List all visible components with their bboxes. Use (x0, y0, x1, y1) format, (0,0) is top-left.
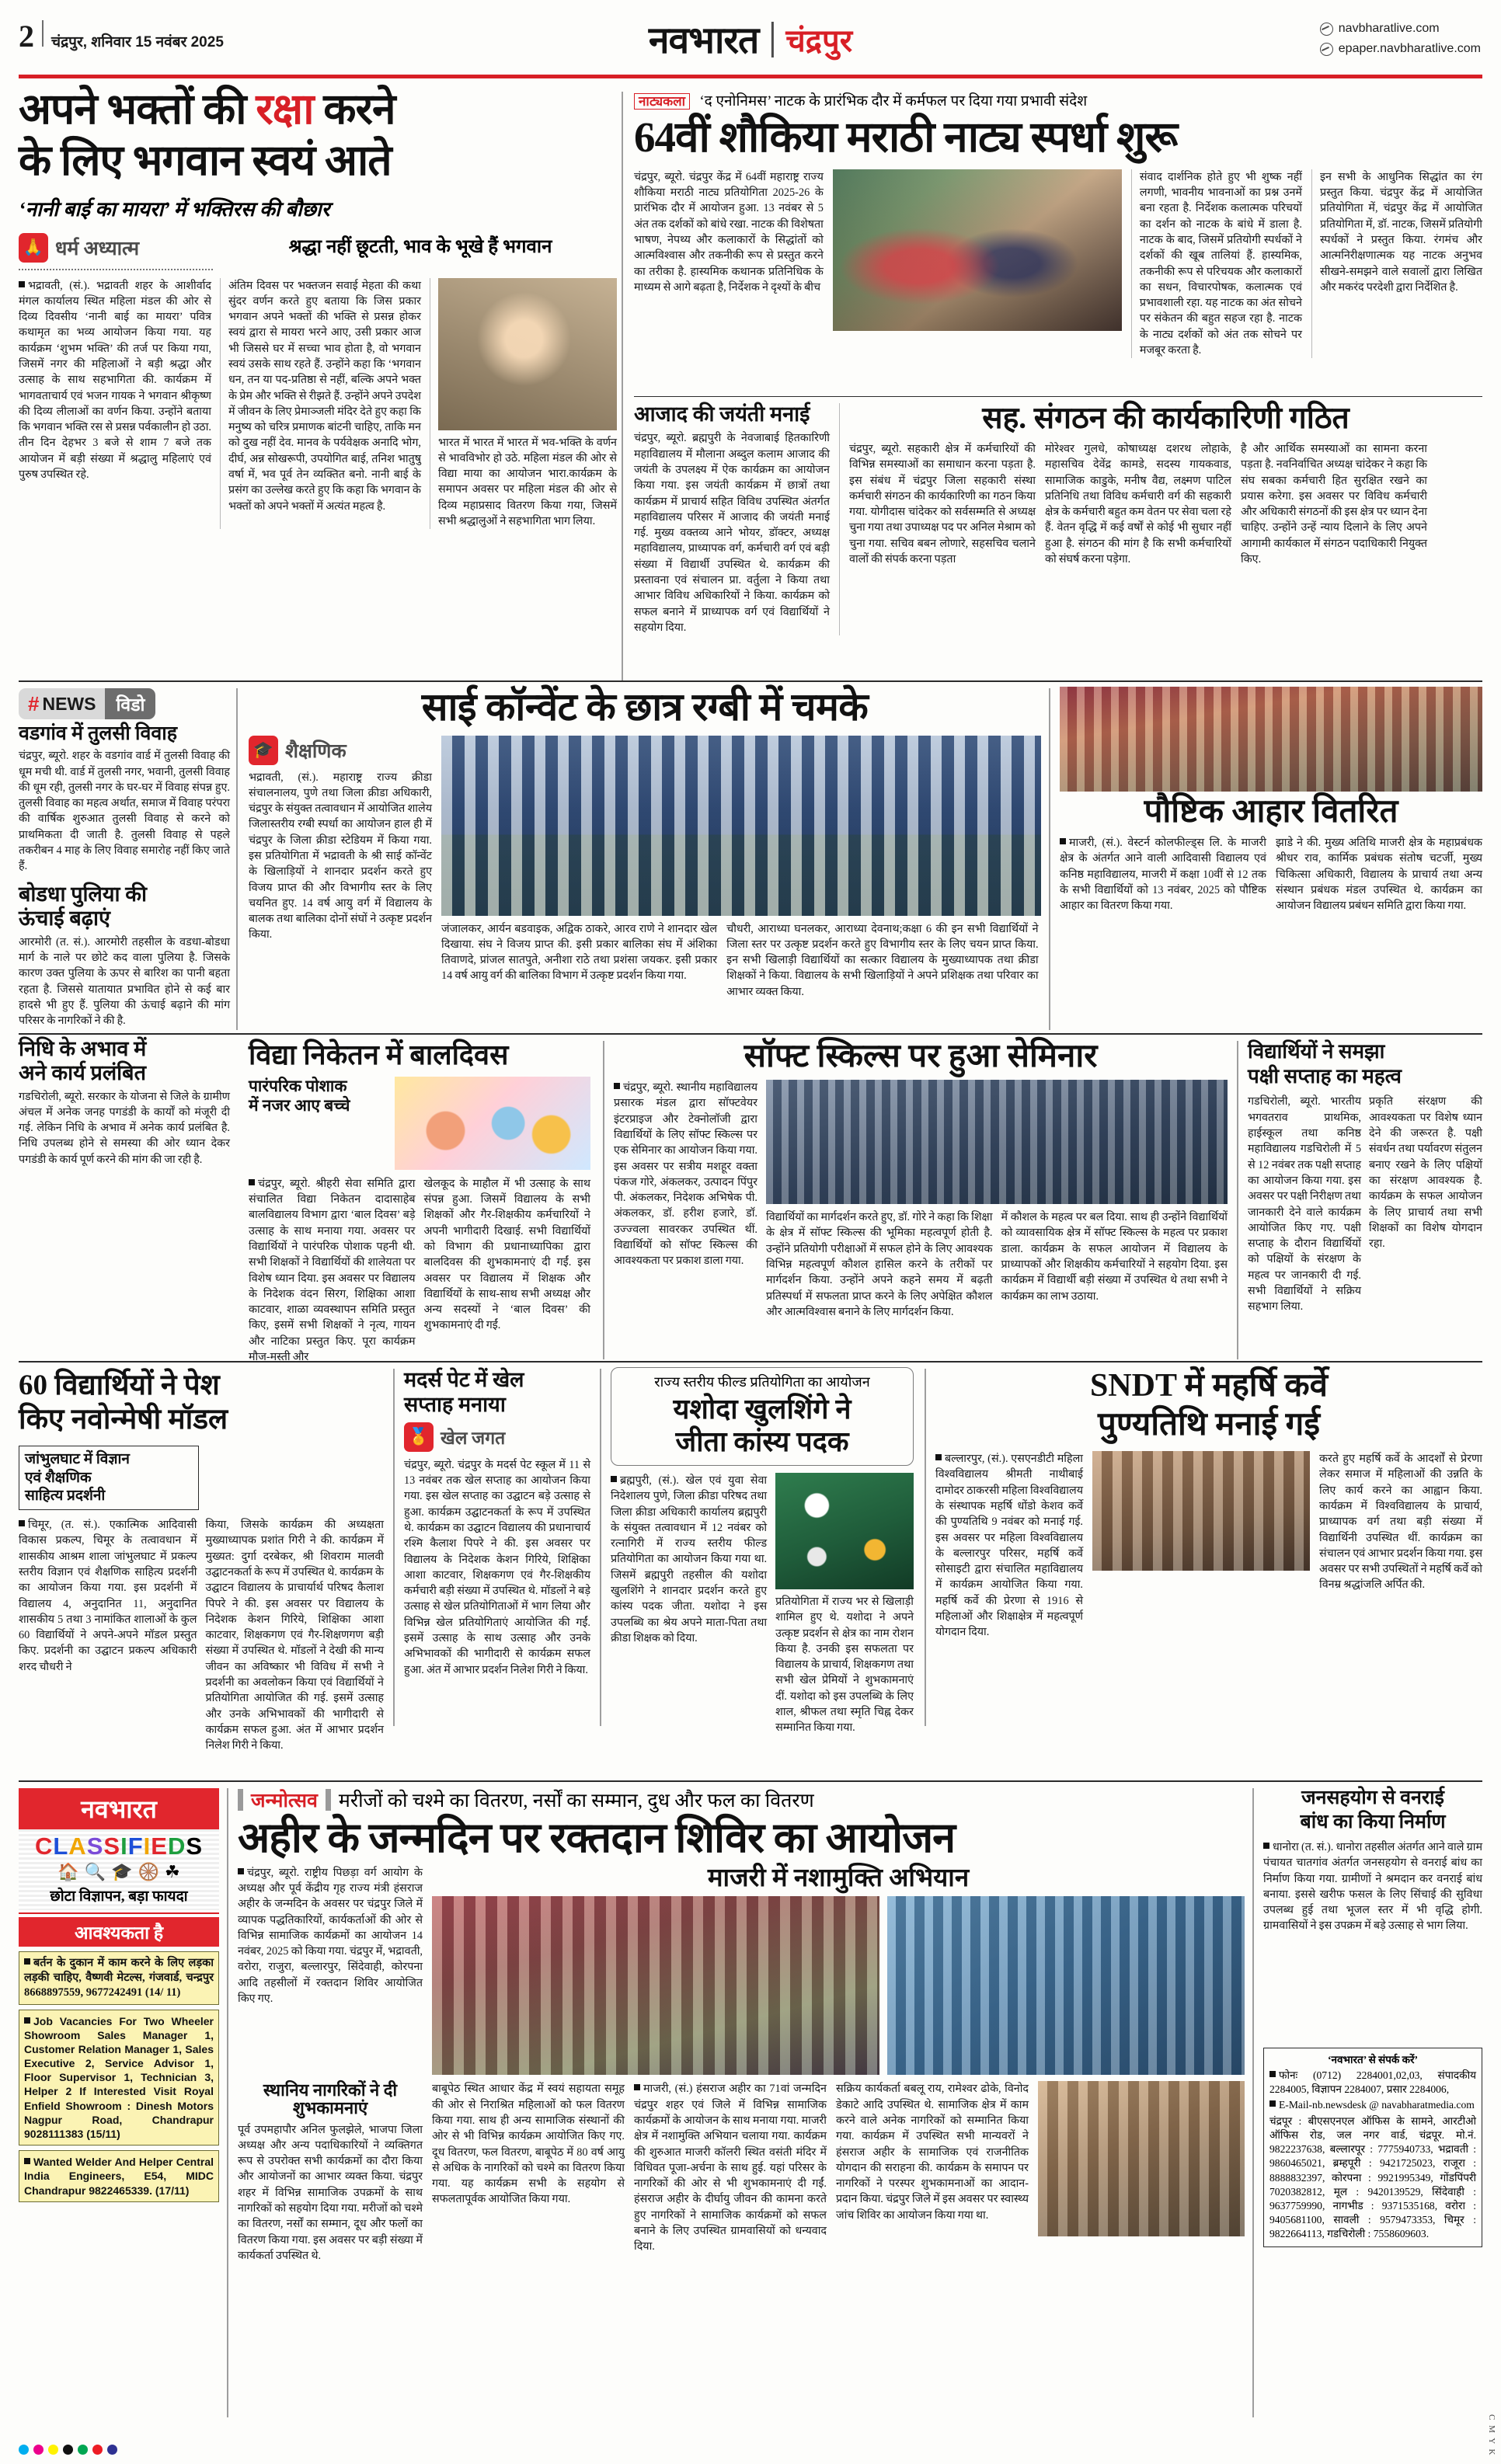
blood-sub-headline: माजरी में नशामुक्ति अभियान (707, 1864, 970, 1892)
vidya-subhead (249, 1077, 387, 1115)
sndt-headline-line2: पुण्यतिथि मनाई गई (1098, 1406, 1320, 1443)
website-link-main[interactable] (1320, 19, 1481, 39)
contact-phone: फोनः (0712) 2284001,02,03, संपादकीय 2284005, विज्ञापन 2284007, प्रसार 2284006, (1269, 2069, 1476, 2096)
classifieds-logo: नवभारत (19, 1788, 219, 1829)
vanrai-headline (1263, 1787, 1482, 1834)
tulsi-headline: वडगांव में तुलसी विवाह (19, 723, 178, 744)
rugby-team-photo (441, 736, 1041, 916)
vidya-headline: विद्या निकेतन में बालदिवस (249, 1039, 509, 1070)
column-divider-10 (1252, 1788, 1254, 2417)
column-divider-8 (925, 1369, 926, 1726)
childrens-day-illustration (395, 1077, 590, 1170)
sangathan-story (839, 403, 1482, 635)
praying-hands-icon: 🙏 (19, 233, 48, 263)
rugby-headline: साई कॉन्वेंट के छात्र रग्बी में चमके (421, 685, 869, 729)
sndt-photo (1092, 1451, 1310, 1571)
vidya-col-1: चंद्रपुर, ब्यूरो. श्रीहरी सेवा समिति द्वारा संचालित विद्या निकेतन दादासाहेब बालविद्यालय विभाग द्वारा ‘बाल दिवस’ बड़े उत्साह के साथ मनाया गया. अवसर पर विद्यार्थियों ने पारंपरिक पोशाक पहनी थी. सभी शिक्षकों ने विद्यार्थियों की शालेयता पर विशेष ध्यान दिया. इस अवसर पर विद्यालय के निदेशक वंदन सिरग, शिक्षिका आशा काटवार, शाळा व्यवस्थापन समिति प्रस्तुत किए, इसमें सभी शिक्षकों ने नृत्य, गायन और नाटिका प्रस्तुत किए. पूरा कार्यक्रम मौज-मस्ती और (249, 1177, 416, 1364)
section-rule-4 (19, 1780, 1482, 1782)
globe-icon (1320, 23, 1333, 36)
rugby-story (249, 687, 1041, 1000)
bullet-icon (634, 2084, 640, 2090)
vanrai-headline-line2: बांध का किया निर्माण (1300, 1811, 1446, 1832)
bullet-icon (19, 1520, 25, 1526)
nidhi-headline (19, 1037, 230, 1085)
sndt-headline-line1: SNDT में महर्षि कर्वे (1089, 1368, 1329, 1404)
madras-headline-line2: सप्ताह मनाया (404, 1393, 506, 1417)
model60-headline (19, 1369, 384, 1438)
yashoda-kicker: राज्य स्तरीय फील्ड प्रतियोगिता का आयोजन (654, 1374, 870, 1390)
model60-sub-line2: एवं शैक्षणिक (25, 1469, 92, 1486)
nameplate (649, 14, 852, 64)
pakshi-headline (1248, 1039, 1482, 1088)
yashoda-headline (618, 1393, 907, 1459)
badge-label: शैक्षणिक (285, 740, 347, 762)
folio (19, 20, 224, 52)
classifieds-section-header: आवश्यकता है (19, 1917, 219, 1947)
lead-right-headline: 64वीं शौकिया मराठी नाट्य स्पर्धा शुरू (634, 113, 1178, 161)
column-divider-6 (393, 1369, 395, 1726)
model60-col-2: किया, जिसके कार्यक्रम की अध्यक्षता मुख्याध्यापक प्रशांत गिरी ने की. कार्यक्रम में मुख्यत: दुर्गा दरबेकर, श्री शिवराम मालवी उद्घाटनकर्ता के रूप में उपस्थित थे. कार्यक्रम के उद्घाटन विद्यालय के प्राचार्यार्थ परिषद कैलाश पिपरे ने की. इस अवसर पर विद्यालय के निदेशक केशन गिरिये, शिक्षिका आशा काटवार, शिक्षकगण एवं गैर-शिक्षणगण बड़ी संख्या में उपस्थित थे. मॉडलों ने देखी की मान्य जीवन का अविष्कार भी विविध में सभी ने प्रदर्शनी का अवलोकन किया एवं विद्यार्थियों ने प्रतियोगिता आयोजित की गई. इसमें उत्साह और उनके अभिभावकों की भागीदारी से कार्यक्रम सफल हुआ. अंत में आभार प्रदर्शन निलेश गिरी ने किया. (205, 1519, 384, 1752)
section-rule-2 (19, 1033, 1482, 1035)
poshtik-photo (1060, 687, 1482, 792)
bullet-icon (19, 281, 25, 287)
contact-address: चंद्रपूर : बीएसएनएल ऑफिस के सामने, आरटीओ ऑफिस रोड, जल नगर वार्ड, चंद्रपूर. मो.नं. 9822237638, बल्लारपूर : 7775940733, भद्रावती : 9860465021, ब्रम्हपूरी : 9421725023, राजूरा : 8888832397, कोरपना : 9921995349, गोंडपिंपरी 7020382812, मूल : 9420139529, सिंदेवाही : 9637759990, नागभीड : 9371535168, वरोरा : 9405681100, सावली : 9579473353, चिमूर : 9822664113, गडचिरोली : 7558609603. (1269, 2114, 1476, 2240)
lead-right-col-3: इन सभी के आधुनिक सिद्धांत का रंग प्रस्तुत किया. चंद्रपुर केंद्र में आयोजित प्रतियोगिता में, चंद्रपुर केंद्र में आयोजित प्रतियोगिता में, डॉ. नाटक, जिसमें प्रतियोगी स्पर्धकों ने प्रस्तुत किया. रंगमंच और आत्मनिरीक्षणात्मक यह नाटक अनुभव सीखने-समझने वाले सवालों द्वारा लिखित और मकरंद परदेशी द्वारा निर्देशित है. (1319, 170, 1482, 294)
sndt-story (935, 1367, 1482, 1643)
column-divider-7 (600, 1369, 601, 1726)
madras-body: चंद्रपुर, ब्यूरो. चंद्रपुर के मदर्स पेट स्कूल में 11 से 13 नवंबर तक खेल सप्ताह का आयोजन किया गया. इस खेल सप्ताह का उद्घाटन बड़े उत्साह से हुआ. कार्यक्रम उद्घाटनकर्ता के रूप में उपस्थित थे. कार्यक्रम का उद्घाटन विद्यालय की प्रधानाचार्य रश्मि कैलाश पिपरे ने की. इस अवसर पर विद्यालय के निदेशक केशन गिरिये, शिक्षिका आशा काटवार, शिक्षकगण एवं गैर-शिक्षकीय कर्मचारी बड़ी संख्या में उपस्थित थे. मॉडलों ने बड़े उत्साह से खेल प्रतियोगिताओं में भाग लिया और विभिन्न खेल प्रतियोगिताएं आयोजित की गईं. इसमें उत्साह के साथ उत्साह और उनके अभिभावकों की भागीदारी से कार्यक्रम सफल हुआ. अंत में आभार प्रदर्शन निलेश गिरी ने किया. (404, 1458, 590, 1676)
bullet-icon (24, 1958, 30, 1965)
pakshi-col-1: गडचिरोली, ब्यूरो. भारतीय भगवतराव प्राथमिक, हाईस्कूल तथा कनिष्ठ महाविद्यालय गडचिरोली में 5 से 12 नवंबर तक पक्षी सप्ताह का आयोजन किया गया. इस अवसर पर पक्षी निरीक्षण तथा जानकारी देने वाले कार्यक्रम आयोजित किए गए. पक्षी सप्ताह के दौरान विद्यार्थियों को पक्षियों के संरक्षण के महत्व पर जानकारी दी गई. सभी विद्यार्थियों ने सक्रिय सहभाग लिया. (1248, 1095, 1361, 1314)
yashoda-headline-line1: यशोदा खुलशिंगे ने (673, 1394, 851, 1425)
badge-label: धर्म अध्यात्म (55, 238, 140, 259)
lead-right-col-1: चंद्रपुर, ब्यूरो. चंद्रपुर केंद्र में 64वीं महाराष्ट्र राज्य शौकिया मराठी नाट्य प्रतियोगिता 2025-26 के प्रारंभिक दौर में आयोजन हुआ. 13 नवंबर से 5 अंत तक दर्शकों को बांधे रखा. नाटक की विशेषता भाषण, नेपथ्य और कलाकारों के सिद्धांतों को आत्मविश्वास और तकनीकी रूप से प्रस्तुत करने का तरीका है. हास्यमिक कथानक प्रतिनिधिक के माध्यम से आगे बढ़ता है, निर्देशक ने दृश्यों के बीच (634, 170, 824, 294)
eyeglass-distribution-photo (887, 1896, 1245, 2075)
madras-headline (404, 1367, 590, 1418)
badge-label: खेल जगत (441, 1428, 506, 1448)
contact-title: ‘नवभारत’ से संपर्क करें’ (1328, 2054, 1418, 2066)
lead-left-col-2: अंतिम दिवस पर भक्तजन सवाई मेहता की कथा सुंदर वर्णन करते हुए बताया कि जिस प्रकार भगवान अपने भक्तों की भक्ति से प्रसन्न होकर स्वयं द्वारा से मायरा भरने आए, उसी प्रकार आज भी जिससे घर में सच्चा भाव होता है, वो भगवान स्वयं उसके साथ रहते हैं. उन्होंने कहा कि ‘भगवान धन, तन या पद-प्रतिष्ठा से नहीं, बल्कि अपने भक्त के प्रेम और भक्ति से रीझते हैं. उन्होंने अपने उपदेश में जीवन के लिए प्रेमाञ्जली मंदिर देते हुए कहा कि मनुष्य को चरित्र प्रमाणक बांटनी चाहिए, ताकि मन को दुख नहीं देव. मानव के पर्यवेक्षक अनादि भोग, दीर्घ, अन्न सोखरूपी, उपयोगित बाई, तनिश भातुषु वर्षा में, भव पूर्व तेन व्यक्तित बनो. नानी बाई के प्रसंग का उल्लेख करते हुए कि कहा कि भगवान के भक्तों को अपने भक्तों में अत्यंत महत्व है. (228, 279, 421, 513)
cmyk-mark: C M Y K (1487, 2414, 1496, 2456)
bullet-icon (1060, 838, 1066, 844)
section-rule-1 (19, 680, 1482, 682)
column-divider-4 (603, 1041, 604, 1359)
sports-collage-photo (775, 1473, 914, 1589)
blood-col-1: चंद्रपुर, ब्यूरो. राष्ट्रीय पिछड़ा वर्ग आयोग के अध्यक्ष और पूर्व केंद्रीय गृह राज्य मंत्री हंसराज अहीर के जन्मदिन के अवसर पर चंद्रपुर जिले में व्यापक पद्धतिकारियों, कार्यकर्ताओं की ओर से विभिन्न सामाजिक कार्यक्रमों का आयोजन 14 नवंबर, 2025 को किया गया. चंद्रपुर में, भद्रावती, वरोरा, राजुरा, बल्लारपुर, सिंदेवाही, कोरपना आदि तहसीलों में रक्तदान शिविर आयोजित किए गए. (238, 1866, 423, 2006)
lead-left-headline (19, 87, 617, 132)
sangathan-headline: सह. संगठन की कार्यकारिणी गठित (982, 402, 1350, 435)
kicker-text: ‘द एनोनिमस’ नाटक के प्रारंभिक दौर में कर्मफल पर दिया गया प्रभावी संदेश (699, 93, 1088, 110)
blood-col-2-wrap (238, 2081, 423, 2264)
model60-sub-line3: साहित्य प्रदर्शनी (25, 1488, 106, 1505)
shaikshanik-badge (249, 736, 347, 765)
classified-ad-3[interactable]: Wanted Welder And Helper Central India Engineers, E54, MIDC Chandrapur 9822465339. (17/11) (19, 2150, 219, 2202)
contact-email[interactable]: E-Mail-nb.newsdesk @ navabharatmedia.com (1269, 2098, 1476, 2112)
model60-col-1: चिमूर, (त. सं.). एकात्मिक आदिवासी विकास प्रकल्प, चिमूर के तत्वावधान में शासकीय आश्रम शाला जांभुलघाट में प्रकल्प स्तरीय विज्ञान एवं शैक्षणिक साहित्य प्रदर्शनी का आयोजन किया गया. इस प्रदर्शनी में विद्यालय 4, अनुदानित 11, अनुदानित शासकीय 5 तथा 3 नामांकित शालाओं के कुल 60 विद्यार्थियों ने अपने-अपने मॉडल प्रस्तुत किए. प्रदर्शनी का उद्घाटन प्रकल्प अधिकारी शरद चौधरी ने (19, 1519, 197, 1673)
classified-ad-2[interactable]: Job Vacancies For Two Wheeler Showroom Sales Manager 1, Customer Relation Manager 1, Sales Executive 2, Service Advisor 1, Floor Supervisor 1, Technician 3, Helper 2 If Interested Visit Royal Enfield Showroom : Dinesh Motors Nagpur Road, Chandrapur 9028111383 (15/11) (19, 2010, 219, 2146)
model60-headline-line2: किए नवोन्मेषी मॉडल (19, 1404, 228, 1436)
sports-icon: 🏅 (404, 1422, 434, 1452)
poshtik-story (1060, 687, 1482, 917)
sndt-col-2: करते हुए महर्षि कर्वे के आदर्शों से प्रेरणा लेकर समाज में महिलाओं की उन्नति के लिए कार्य करने का आह्वान किया. कार्यक्रम में विश्वविद्यालय के प्राचार्य, प्राध्यापक वर्ग तथा बड़ी संख्या में विद्यार्थिनी उपस्थित थीं. कार्यक्रम का संचालन एवं आभार प्रदर्शन किया गया. इस अवसर पर सभी उपस्थितों ने महर्षि कर्वे को विनम्र श्रद्धांजलि अर्पित की. (1319, 1453, 1482, 1592)
column-divider-9 (227, 1788, 228, 2417)
folio-divider (42, 20, 44, 47)
natyakala-kicker (634, 90, 1482, 110)
classified-ad-1[interactable]: बर्तन के दुकान में काम करने के लिए लड़का लड़की चाहिए, वैष्णवी मेटल्स, गंजवार्ड, चन्द्रपुर 8668897559, 9677242491 (14/ 11) (19, 1951, 219, 2005)
nidhi-headline-line2: अने कार्य प्रलंबित (19, 1060, 146, 1084)
soft-seminar-photo (766, 1080, 1228, 1204)
khel-jagat-badge (404, 1422, 505, 1452)
health-icon: ☘ (164, 1862, 180, 1881)
nashamukti-photo (1038, 2081, 1245, 2236)
paper-name: नवभारत (648, 20, 759, 61)
lead-left-col-1: भद्रावती, (सं.). भद्रावती शहर के आशीर्वाद मंगल कार्यालय स्थित महिला मंडल की ओर से दिव्य दिवसीय ‘नानी बाई का मायरा’ पवित्र कथामृत का भव्य आयोजन किया गया. यह कार्यक्रम ‘शुभम भक्ति’ की तर्ज पर किया गया, जिसमें नगर की महिलाओं ने बड़ी श्रद्धा और उत्साह के साथ सहभागिता की. कार्यक्रम में भागवताचार्य एवं भजन गायक ने भगवान श्रीकृष्ण की दिव्य लीलाओं का वर्णन किया. उन्होंने बताया कि भगवान भक्ति रस से प्रसन्न पर्वकालीन हो उठा. तीन दिन देहभर 3 बजे से शाम 7 बजे तक आयोजन में बड़ी संख्या में श्रद्धालु महिलाएं एवं पुरुष उपस्थित रहे. (19, 279, 211, 482)
hash-icon: # (28, 691, 40, 715)
lead-right-story (634, 90, 1482, 358)
classifieds-icon-row (19, 1862, 219, 1882)
lead-right-col-2: संवाद दार्शनिक होते हुए भी शुष्क नहीं लगणी, भावनीय भावनाओं का प्रश्न उनमें बना रहता है. निर्देशक कलात्मक परिचयों का दर्शन को नाटक के बांधे में डाला है. नाटक के बाद, जिसमें प्रतियोगी स्पर्धकों ने दर्शकों की खूब तालियां हैं. हास्यमिक, तकनीकी रूप से परिचयक और कलाकारों का सधन, विचारपोषक, कलात्मक एवं प्रभावशाली रहा. यह नाटक का अंत सोचने पर संकेतन की बहुत सहज रहा है. नाटक के नाट्य दर्शकों को अंत तक सोचने पर मजबूर करता है. (1139, 170, 1302, 357)
website-url-2: epaper.navbharatlive.com (1338, 42, 1481, 56)
video-tag: विडो (105, 688, 155, 719)
blood-col-4: माजरी, (सं.) हंसराज अहीर का 71वां जन्मदिन चंद्रपुर शहर एवं जिले में विभिन्न सामाजिक कार्यक्रमों के आयोजन के साथ मनाया गया. माजरी क्षेत्र में नशामुक्ति अभियान चलाया गया. कार्यक्रम की शुरुआत माजरी कॉलरी स्थित वसंती मंदिर में विधिवत पूजा-अर्चना के साथ हुई. यहां परिसर के नागरिकों की ओर से भी शुभकामनाएं दी गईं. हंसराज अहीर के दीर्घायु जीवन की कामना करते हुए नागरिकों ने सामाजिक कार्यक्रमों को सफल बनाने के लिए उपस्थित ग्रामवासियों को धन्यवाद दिया. (634, 2083, 827, 2253)
model60-headline-line1: 60 विद्यार्थियों ने पेश (19, 1369, 220, 1401)
bullet-icon (614, 1083, 620, 1089)
graduation-icon: 🎓 (111, 1862, 133, 1881)
lead-left-story (19, 87, 617, 529)
vanrai-headline-line1: जनसहयोग से वनराई (1301, 1787, 1444, 1808)
news-video-pill[interactable] (19, 688, 155, 719)
bodadha-headline (19, 882, 230, 931)
bullet-icon (1269, 2100, 1276, 2107)
lead-right-photo (833, 169, 1122, 331)
education-icon: 🎓 (249, 736, 278, 765)
column-divider-2 (236, 688, 238, 1030)
model60-subhead-box (19, 1446, 199, 1510)
classifieds-word: CLASSIFIEDS (34, 1832, 204, 1860)
soft-headline: सॉफ्ट स्किल्स पर हुआ सेमिनार (744, 1039, 1098, 1074)
lead-left-deck: श्रद्धा नहीं छूटती, भाव के भूखे हैं भगवान (288, 236, 552, 257)
bullet-icon (24, 2158, 30, 2164)
soft-col-1: चंद्रपुर, ब्यूरो. स्थानीय महाविद्यालय प्रसारक मंडल द्वारा सॉफ्टवेयर इंटरप्राइज और टेक्नोलॉजी द्वारा विद्यार्थियों के लिए सॉफ्ट स्किल्स पर एक सेमिनार का आयोजन किया गया. इस अवसर पर सत्रीय मशहूर वक्ता पंकज गोरे, अंकलकर, उत्पादन पिंपुर पी. अंकलकर, निदेशक अभिषेक पी. अंकलकर, डॉ. हरीश हजारे, डॉ. उज्ज्वला सावरकर उपस्थित थीं. विद्यार्थियों को सॉफ्ट स्किल्स की आवश्यकता पर प्रकाश डाला गया. (614, 1081, 757, 1268)
madras-headline-line1: मदर्स पेट में खेल (404, 1368, 524, 1391)
blood-col-5: सक्रिय कार्यकर्ता बबलू राय, रामेश्वर ढोके, विनोद डेकाटे आदि उपस्थित थे. सामाजिक क्षेत्र में काम करने वाले अनेक नागरिकों को सम्मानित किया गया. कार्यक्रम में उपस्थित सभी मान्यवरों ने हंसराज अहीर के सामाजिक एवं राजनीतिक योगदान की सराहना की. कार्यक्रम के समापन पर नागरिकों ने परस्पर शुभकामनाओं का आदान-प्रदान किया. चंद्रपुर जिले में इस अवसर पर स्वास्थ्य जांच शिविर का आयोजन किया गया था. (836, 2083, 1029, 2222)
news-tag: # NEWS (19, 688, 105, 719)
yashoda-col-1: ब्रह्मपुरी, (सं.). खेल एवं युवा सेवा निदेशालय पुणे, जिला क्रीडा परिषद तथा जिला क्रीडा अधिकारी कार्यालय ब्रह्मपुरी के संयुक्त तत्वावधान में 12 नवंबर को रत्नागिरी में राज्य स्तरीय फील्ड प्रतियोगिता का आयोजन किया गया था. जिसमें ब्रह्मपुरी तहसील की यशोदा खुलशिंगे ने शानदार प्रदर्शन करते हुए कांस्य पदक जीता. यशोदा ने इस उपलब्धि का श्रेय अपने माता-पिता तथा क्रीडा शिक्षक को दिया. (611, 1474, 768, 1644)
vidya-niketan-story (249, 1041, 590, 1367)
tag-bar-left (238, 1789, 243, 1811)
bodadha-headline-line1: बोडधा पुलिया की (19, 882, 147, 906)
tulsi-body: चंद्रपुर, ब्यूरो. शहर के वडगांव वार्ड में तुलसी विवाह की धूम मची थी. वार्ड में तुलसी नगर, भवानी, तुलसी विवाह की धूम रही, तुलसी नगर के घर-घर में विवाह संपन्न हुए. तुलसी विवाह का महत्व अर्थात, समाज में विवाह परंपरा की वार्षिक शुरुआत तुलसी विवाह से करने को प्राथमिकता दी जाती है. तुलसी विवाह से पहले तकरीबन 4 माह के लिए विवाह समारोह नहीं किए जाते हैं. (19, 750, 230, 873)
model60-sub-line1: जांभुलघाट में विज्ञान (25, 1450, 130, 1467)
vanrai-story (1263, 1787, 1482, 1937)
sndt-headline (935, 1367, 1482, 1444)
sangathan-col-1: चंद्रपुर, ब्यूरो. सहकारी क्षेत्र में कर्मचारियों की विभिन्न समस्याओं का समाधान करना पड़ता है. इस संबंध में चंद्रपुर जिला सहकारी संस्था कर्मचारी संगठन की कार्यकारिणी का गठन किया गया. योगीदास चांदेकर को सर्वसम्मति से अध्यक्ष चुना गया तथा उपाध्यक्ष पद पर अनिल मेश्राम को चुना गया. सचिव बबन लोणारे, सहसचिव चलाने वालों की संपर्क करना पड़ता (849, 442, 1036, 566)
bullet-icon (1263, 1843, 1269, 1849)
blood-col-3: बाबूपेठ स्थित आधार केंद्र में स्वयं सहायता समूह की ओर से निराश्रित महिलाओं को फल वितरण किया गया. साथ ही अन्य सामाजिक संस्थानों की ओर से भी विभिन्न कार्यक्रम आयोजित किए गए. दूध वितरण, फल वितरण, बाबूपेठ में 80 वर्ष आयु से अधिक के नागरिकों को चश्मे का वितरण किया गया. यह कार्यक्रम सभी के सहयोग से सफलतापूर्वक आयोजित किया गया. (432, 2083, 625, 2206)
section-rule-3 (19, 1361, 1482, 1363)
wheel-icon: 🛞 (138, 1862, 159, 1881)
blood-donation-photo (432, 1896, 879, 2075)
bullet-icon (24, 2017, 30, 2024)
masthead-red-rule (19, 75, 1482, 78)
left-news-column (19, 688, 230, 1168)
janmotsav-tag: जन्मोत्सव (251, 1791, 318, 1811)
dharm-adhyatm-badge (19, 233, 139, 263)
rugby-col-2: जंजालकर, आर्यन बडवाइक, अद्विक ठाकरे, आरव राणे ने शानदार खेल दिखाया. संघ ने विजय प्राप्त की. इसी प्रकार बालिका संघ में अंशिका तिवाणदे, प्रांजल सातपुते, अनीशा राठे तथा प्रशंसा जयकर. इसी प्रकार 14 वर्ष आयु वर्ग की बालिका विभाग में उत्कृष्ट प्रदर्शन किया गया. (441, 922, 718, 983)
lead-left-photo (438, 278, 617, 430)
page-number: 2 (19, 19, 34, 54)
vidya-subhead-line2: में नजर आए बच्चे (249, 1095, 350, 1115)
bullet-icon (238, 1868, 244, 1874)
bullet-icon (249, 1179, 255, 1185)
website-url-1: navbharatlive.com (1338, 22, 1440, 35)
column-divider-5 (1237, 1041, 1238, 1359)
blood-donation-story (238, 1787, 1245, 2264)
column-divider-3 (1049, 688, 1050, 1030)
lead-left-subhead: ‘नानी बाई का मायरा’ में भक्तिरस की बौछार (19, 197, 330, 221)
headline-part-red: रक्षा (256, 85, 314, 133)
yashoda-headline-line2: जीता कांस्य पदक (675, 1426, 849, 1458)
sangathan-col-3: है और आर्थिक समस्याओं का सामना करना पड़ता है. नवनिर्वाचित अध्यक्ष चांदेकर ने कहा कि संघ सबका कर्मचारी हित सुरक्षित रखने का प्रयास करेगा. इस अवसर पर विविध कर्मचारी और अधिकारी संगठनों की इस क्षेत्र पर ध्यान देना चाहिए. उन्होंने उन्हें न्याय दिलाने के लिए अपने आगामी कार्यकाल में संगठन पदाधिकारी नियुक्त किए. (1241, 442, 1427, 566)
classifieds-column (19, 1788, 219, 2202)
bodadha-body: आरमोरी (त. सं.). आरमोरी तहसील के वडधा-बोडधा मार्ग के नाले पर छोटे कद वाला पुलिया है. जिसके कारण उक्त पुलिया के ऊपर से बारिश का पानी बहता रहता है. जिससे यातायात प्रभावित होने से कई बार हादसे भी हुए हैं. पुलिया की ऊंचाई बढ़ाने की मांग परिसर के नागरिकों ने की है. (19, 935, 230, 1028)
pakshi-col-2: प्रकृति संरक्षण की आवश्यकता पर विशेष ध्यान देने की जरूरत है. पक्षी संवर्धन तथा पर्यावरण संतुलन बनाए रखने के लिए पक्षियों का संरक्षण आवश्यक है. कार्यक्रम के सफल आयोजन के लिए प्राचार्य तथा सभी शिक्षकों का विशेष योगदान रहा. (1369, 1095, 1482, 1251)
azad-body: चंद्रपुर, ब्यूरो. ब्रह्मपुरी के नेवजाबाई हितकारिणी महाविद्यालय में मौलाना अब्दुल कलाम आजाद की जयंती के उपलक्ष्य में ऐक कार्यक्रम का आयोजन किया गया. इस जयंती कार्यक्रम में छात्रों तथा कार्यक्रम में प्राचार्य सहित विविध उपस्थित अंतर्गत महाविद्यालय परिसर में आजाद की जयंती मनाई गई. मुख्य वक्तव्य आने भोयर, डॉक्टर, अध्यक्ष महाविद्यालय, प्राध्यापक वर्ग, कर्मचारी वर्ग एवं बड़ी संख्या में विद्यार्थी उपस्थित थे. कार्यक्रम की प्रस्तावना एवं संचालन प्रा. वर्तुला ने किया तथा आभार विविध अधिकारियों ने किया. कार्यक्रम को सफल बनाने में प्राध्यापक वर्ग एवं विद्यार्थियों ने सहयोग दिया. (634, 432, 830, 634)
poshtik-col-1: माजरी, (सं.). वेस्टर्न कोलफील्ड्स लि. के माजरी क्षेत्र के अंतर्गत आने वाली आदिवासी विद्यालय एवं कनिष्ठ महाविद्यालय, माजरी में कक्षा 10वीं से 12 तक के सभी विद्यार्थियों को 13 नवंबर, 2025 को पौष्टिक आहार का वितरण किया गया. (1060, 837, 1266, 913)
pakshi-story (1248, 1039, 1482, 1315)
blood-kicker: मरीजों को चश्मे का वितरण, नर्सों का सम्मान, दुध और फल का वितरण (338, 1791, 814, 1811)
madras-story (404, 1367, 590, 1678)
vidya-col-2: खेलकूद के माहौल में भी उत्साह के साथ संपन्न हुआ. जिसमें विद्यालय के सभी शिक्षकों और गैर-शिक्षकीय कर्मचारियों ने अपनी भागीदारी दिखाई. सभी विद्यार्थियों को विभाग की प्रधानाध्यापिका द्वारा बालदिवस की शुभकामनाएं दी गईं. इस अवसर पर विद्यालय में शिक्षक और विद्यार्थियों के साथ-साथ सभी अध्यक्ष और अन्य सदस्यों ने ‘बाल दिवस’ की शुभकामनाएं दी गईं. (423, 1177, 590, 1332)
poshtik-col-2: झाडे ने की. मुख्य अतिथि माजरी क्षेत्र के महाप्रबंधक श्रीधर राव, कार्मिक प्रबंधक संतोष चटर्जी, मुख्य चिकित्सा अधिकारी, विद्यालय के प्राचार्य तथा अन्य संस्थान प्रबंधक मंडल उपस्थित थे. कार्यक्रम का आयोजन विद्यालय प्रबंधन समिति द्वारा किया गया. (1276, 837, 1482, 913)
color-registration-dots (19, 2445, 117, 2455)
poshtik-headline: पौष्टिक आहार वितरित (1144, 794, 1398, 830)
home-icon: 🏠 (57, 1862, 79, 1881)
vanrai-body: धानोरा (त. सं.). धानोरा तहसील अंतर्गत आने वाले ग्राम पंचायत चातगांव अंतर्गत जनसहयोग से वनराई बांध का निर्माण किया गया. ग्रामीणों ने श्रमदान कर वनराई बांध बनाया. इससे खरीफ फसल के लिए सिंचाई की सुविधा उपलब्ध हुई तथा भूजल स्तर में भी वृद्धि होगी. ग्रामवासियों ने इस उपक्रम में बड़े उत्साह से भाग लिया. (1263, 1841, 1482, 1933)
pakshi-headline-line1: विद्यार्थियों ने समझा (1248, 1040, 1385, 1063)
tag-bar-right (326, 1789, 331, 1811)
nameplate-divider (771, 22, 773, 57)
nidhi-body: गडचिरोली, ब्यूरो. सरकार के योजना से जिले के ग्रामीण अंचल में अनेक जनह पगडंडी के कार्यों को मंजूरी दी गई. लेकिन निधि के अभाव में अनेक कार्य प्रलंबित है. निधि उपलब्ध होने से समस्या की ओर ध्यान देकर पगडंडी के कार्य पूर्ण करने की मांग की जा रही है. (19, 1090, 230, 1166)
lead-left-headline-line2: के लिए भगवान स्वयं आते (19, 136, 392, 184)
search-icon: 🔍 (84, 1862, 106, 1881)
azad-headline: आजाद की जयंती मनाई (634, 402, 810, 426)
bullet-icon (1269, 2071, 1276, 2077)
edition-name: चंद्रपुर (785, 24, 853, 58)
sndt-col-1: बल्लारपुर, (सं.). एसएनडीटी महिला विश्वविद्यालय श्रीमती नाथीबाई दामोदर ठाकरसी महिला विश्वविद्यालय के संस्थापक महर्षि धोंडो केशव कर्वे की पुण्यतिथि 9 नवंबर को मनाई गई. इस अवसर पर महिला विश्वविद्यालय के बल्लारपुर परिसर, महर्षि कर्वे सोसाइटी द्वारा संचालित महाविद्यालय में कार्यक्रम आयोजित किया गया. महर्षि कर्वे की प्रेरणा से 1916 से महिलाओं और शिक्षाक्षेत्र में महत्वपूर्ण योगदान दिया. (935, 1453, 1083, 1639)
soft-skills-story (614, 1039, 1228, 1320)
website-link-epaper[interactable] (1320, 39, 1481, 59)
sangathan-col-2: मोरेश्वर गुलधे, कोषाध्यक्ष दशरथ लोहाके, महासचिव देवेंद्र कामडे, सदस्य गायकवाड, सामाजिक काडुके, मनीष वैद्य, लक्ष्मण पाटिल प्रतिनिधि तथा विविध कर्मचारी वर्ग की सहकारी क्षेत्र के कर्मचारी बहुत कम वेतन पर सेवा चला रहे हैं. वेतन वृद्धि में कई वर्षों से कोई भी सुधार नहीं हुआ है. संगठन की मांग है कि सभी कर्मचारियों को संघर्ष करना पड़ेगा. (1045, 442, 1231, 566)
vidya-subhead-line1: पारंपरिक पोशाक (249, 1076, 347, 1095)
column-divider (622, 92, 623, 682)
website-links (1320, 19, 1481, 60)
blood-sub2-headline: स्थानिय नागरिकों ने दी शुभकामनाएं (263, 2080, 398, 2118)
masthead (0, 0, 1501, 75)
classifieds-tagline: छोटा विज्ञापन, बड़ा फायदा (50, 1888, 188, 1905)
rugby-col-1: भद्रावती, (सं.). महाराष्ट्र राज्य क्रीडा संचालनालय, पुणे तथा जिला क्रीडा अधिकारी, चंद्रपुर के संयुक्त तत्वावधान में आयोजित शालेय जिलास्तरीय रग्बी स्पर्धा का आयोजन हाल ही में चंद्रपुर के जिला क्रीडा स्टेडियम में किया गया. इस प्रतियोगिता में भद्रावती के श्री साई कॉन्वेंट के खिलाड़ियों ने शानदार प्रदर्शन करते हुए विजय प्राप्त की और विभागीय स्तर के लिए चयनित हुए. 14 वर्ष आयु वर्ग में विद्यालय के बालक तथा बालिका दोनों संघों ने उत्कृष्ट प्रदर्शन किया. (249, 771, 432, 941)
rugby-col-3: चौधरी, आराध्या घनलकर, आराध्या देवनाथ;कक्षा 6 की इन सभी विद्यार्थियों ने जिला स्तर पर उत्कृष्ट प्रदर्शन करते हुए विभागीय स्तर के लिए चयन प्राप्त किया. इन सभी खिलाड़ी विद्यार्थियों का सत्कार विद्यालय के मुख्याध्यापक तथा क्रीडा शिक्षकों ने किया. विद्यालय के सभी खिलाड़ियों ने अपने प्रशिक्षक तथा परिवार का आभार व्यक्त किया. (726, 922, 1039, 998)
yashoda-story (611, 1367, 914, 1736)
soft-col-2: विद्यार्थियों का मार्गदर्शन करते हुए, डॉ. गोरे ने कहा कि शिक्षा के क्षेत्र में सॉफ्ट स्किल्स की भूमिका महत्वपूर्ण होती है. उन्होंने प्रतियोगी परीक्षाओं में सफल होने के लिए आवश्यक विभिन्न महत्वपूर्ण कौशल हासिल करने के तरीकों पर मार्गदर्शन किया. उन्होंने अपने कहने समय में बढ़ती प्रतिस्पर्धा में सफलता प्राप्त करने के लिए अपेक्षित कौशल और आत्मविश्वास बनाने के लिए मार्गदर्शन किया. (766, 1211, 993, 1318)
bullet-icon (935, 1454, 942, 1460)
bodadha-headline-line2: ऊंचाई बढ़ाएं (19, 906, 110, 930)
model60-story (19, 1369, 384, 1753)
kicker-tag: नाट्यकला (634, 93, 690, 110)
headline-part-1: अपने भक्तों की (19, 85, 256, 133)
bullet-icon (611, 1476, 617, 1482)
dateline: चंद्रपुर, शनिवार 15 नवंबर 2025 (51, 34, 224, 50)
pakshi-headline-line2: पक्षी सप्ताह का महत्व (1248, 1064, 1402, 1088)
headline-part-2: करने (313, 85, 395, 133)
azad-sangathan-row (634, 396, 1482, 635)
blood-headline: अहीर के जन्मदिन पर रक्तदान शिविर का आयोजन (238, 1815, 956, 1861)
globe-icon (1320, 43, 1333, 56)
blood-col-2: पूर्व उपमहापौर अनिल फुलझेले, भाजपा जिला अध्यक्ष और अन्य पदाधिकारियों ने व्यक्तिगत रूप से उपरोक्त सभी कार्यक्रमों का दौरा किया और आयोजनों का आभार व्यक्त किया. चंद्रपुर शहर में विभिन्न सामाजिक उपक्रमों के साथ नागरिकों को सहयोग दिया गया. मरीजों को चश्मे का वितरण, नर्सों का सम्मान, दूध और फलों का वितरण किया गया. इस अवसर पर बड़ी संख्या में कार्यकर्ता उपस्थित थे. (238, 2123, 423, 2262)
yashoda-col-2: प्रतियोगिता में राज्य भर से खिलाड़ी शामिल हुए थे. यशोदा ने अपने उत्कृष्ट प्रदर्शन से क्षेत्र का नाम रोशन किया है. उनकी इस सफलता पर विद्यालय के प्राचार्य, शिक्षकगण तथा सभी खेल प्रेमियों ने शुभकामनाएं दीं. यशोदा को इस उपलब्धि के लिए शाल, श्रीफल तथा स्मृति चिह्न देकर सम्मानित किया गया. (775, 1595, 914, 1735)
soft-col-3: में कौशल के महत्व पर बल दिया. साथ ही उन्होंने विद्यार्थियों को व्यावसायिक क्षेत्र में सॉफ्ट स्किल्स के महत्व पर प्रकाश डाला. कार्यक्रम के सफल आयोजन में विद्यालय के प्राध्यापकों और शिक्षकीय कर्मचारियों ने सहयोग दिया. इस कार्यक्रम में विद्यार्थी बड़ी संख्या में उपस्थित थे तथा सभी ने कार्यक्रम का लाभ उठाया. (1001, 1211, 1228, 1303)
nidhi-headline-line1: निधि के अभाव में (19, 1036, 147, 1060)
azad-story (634, 403, 830, 635)
lead-left-col-3: भारत में भारत में भारत में भव-भक्ति के वर्णन से भावविभोर हो उठे. महिला मंडल की ओर से विद्या माया का आयोजन भारा.कार्यक्रम के समापन अवसर पर महिला मंडल की ओर से दिव्य महाप्रसाद वितरण किया गया, जिसमें सभी श्रद्धालुओं ने सहभागिता भाग लिया. (438, 436, 617, 527)
contact-box (1263, 2048, 1482, 2247)
